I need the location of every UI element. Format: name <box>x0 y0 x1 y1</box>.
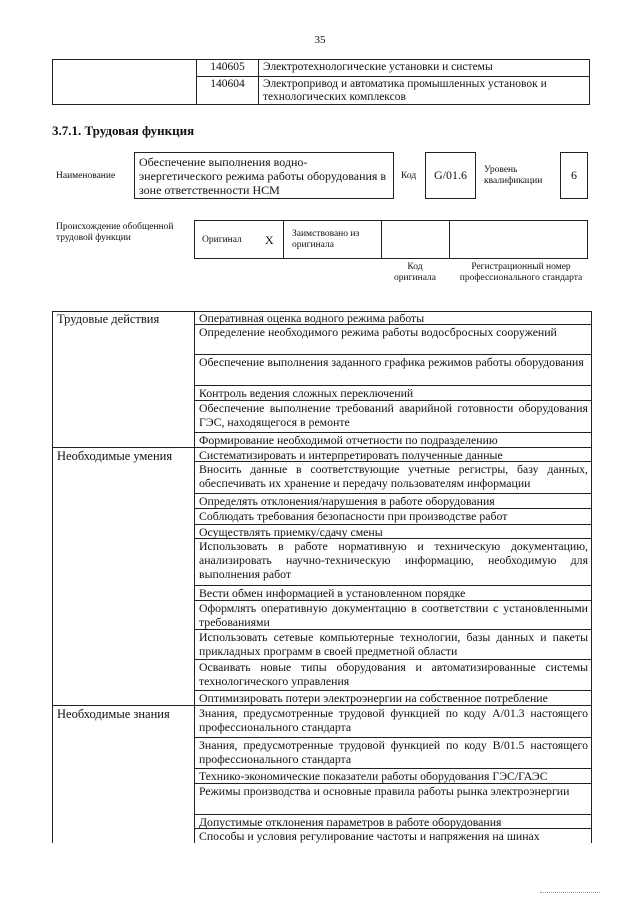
borrowed-label: Заимствовано из оригинала <box>292 229 360 250</box>
name-label: Наименование <box>56 171 116 181</box>
origin-box <box>194 220 588 259</box>
top-table <box>52 59 590 105</box>
main-table <box>52 311 592 843</box>
code-value: G/01.6 <box>434 168 467 182</box>
table-row: Оперативная оценка водного режима работы <box>199 311 425 324</box>
table-row: Использовать в работе нормативную и техническую документацию, анализировать научно-техническую информацию, необходимую для выполнения работ <box>199 539 588 581</box>
caption-code: Код оригинала <box>394 262 436 283</box>
group-label-knowledge: Необходимые знания <box>57 707 170 721</box>
original-mark: X <box>265 233 274 247</box>
table-row: Контроль ведения сложных переключений <box>199 386 414 400</box>
top-table-name-1: Электротехнологические установки и системы <box>263 61 493 73</box>
table-row: Вносить данные в соответствующие учетные регистры, базу данных, обеспечивать их хранение и передачу пользователям информации <box>199 462 588 490</box>
group-label-labor-actions: Трудовые действия <box>57 312 160 326</box>
table-row: Оформлять оперативную документацию в соответствии с установленными требованиями <box>199 601 588 629</box>
table-row: Обеспечение выполнения заданного графика режимов работы оборудования <box>199 355 584 369</box>
top-table-name-2: Электропривод и автоматика промышленных установок и технологических комплексов <box>263 78 547 103</box>
table-row: Определять отклонения/нарушения в работе оборудования <box>199 494 495 508</box>
origin-label: Происхождение обобщенной трудовой функции <box>56 222 174 243</box>
page-number: 35 <box>314 34 326 46</box>
footer-dotted-line <box>540 892 600 893</box>
table-row: Осваивать новые типы оборудования и автоматизированные системы технологического управления <box>199 660 588 688</box>
function-name-box <box>134 152 394 199</box>
code-label: Код <box>401 171 417 181</box>
table-row: Формирование необходимой отчетности по подразделению <box>199 433 498 447</box>
level-value: 6 <box>571 168 577 182</box>
table-row: Технико-экономические показатели работы оборудования ГЭС/ГАЭС <box>199 769 548 783</box>
table-row: Осуществлять приемку/сдачу смены <box>199 525 383 538</box>
table-row: Режимы производства и основные правила работы рынка электроэнергии <box>199 784 570 798</box>
group-label-skills: Необходимые умения <box>57 449 173 463</box>
section-heading: 3.7.1. Трудовая функция <box>52 123 195 138</box>
table-row: Знания, предусмотренные трудовой функцией по коду А/01.3 настоящего профессионального стандарта <box>199 706 588 734</box>
table-row: Систематизировать и интерпретировать полученные данные <box>199 448 503 461</box>
table-row: Обеспечение выполнение требований аварийной готовности оборудования ГЭС, находящегося в ремонте <box>199 401 588 429</box>
caption-reg-number: Регистрационный номер профессионального стандарта <box>459 262 583 283</box>
table-row: Определение необходимого режима работы водосбросных сооружений <box>199 325 557 339</box>
table-row: Знания, предусмотренные трудовой функцией по коду В/01.5 настоящего профессионального стандарта <box>199 738 588 766</box>
table-row: Способы и условия регулирование частоты и напряжения на шинах <box>199 829 540 843</box>
function-name-value: Обеспечение выполнения водно-энергетического режима работы оборудования в зоне ответственности НСМ <box>139 155 387 197</box>
table-row: Вести обмен информацией в установленном порядке <box>199 586 466 600</box>
top-table-code-2: 140604 <box>210 78 245 90</box>
table-row: Соблюдать требования безопасности при производстве работ <box>199 509 508 523</box>
level-box <box>560 152 588 199</box>
level-label: Уровень квалификации <box>484 165 543 186</box>
code-box <box>425 152 476 199</box>
original-label: Оригинал <box>202 235 242 245</box>
table-row: Допустимые отклонения параметров в работе оборудования <box>199 815 502 828</box>
top-table-code-1: 140605 <box>210 61 245 73</box>
table-row: Использовать сетевые компьютерные технологии, базы данных и пакеты прикладных программ в своей предметной области <box>199 630 588 658</box>
table-row: Оптимизировать потери электроэнергии на собственное потребление <box>199 691 548 705</box>
